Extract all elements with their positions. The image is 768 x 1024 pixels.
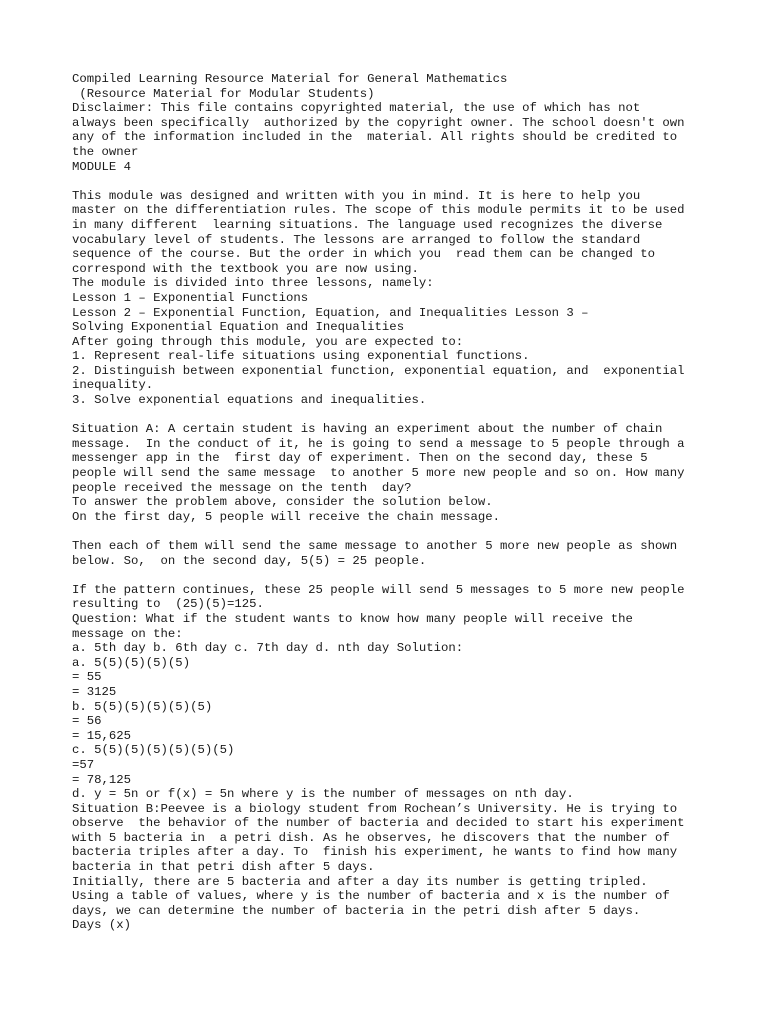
document-line: On the first day, 5 people will receive the chain message. [72, 509, 501, 524]
document-line: Compiled Learning Resource Material for General Mathematics [72, 72, 508, 86]
document-line: Situation B:Peevee is a biology student from Rochean’s University. He is trying to [72, 801, 678, 816]
document-line: sequence of the course. But the order in which you read them can be changed to [72, 247, 655, 262]
document-line: messenger app in the first day of experiment. Then on the second day, these 5 [72, 451, 648, 466]
document-line: Lesson 1 – Exponential Functions [72, 290, 309, 305]
document-line: If the pattern continues, these 25 people will send 5 messages to 5 more new people [72, 582, 685, 597]
document-line: vocabulary level of students. The lessons are arranged to follow the standard [72, 232, 641, 247]
document-line: with 5 bacteria in a petri dish. As he observes, he discovers that the number of [72, 830, 670, 845]
document-line: resulting to (25)(5)=125. [72, 597, 264, 612]
document-line: 2. Distinguish between exponential function, exponential equation, and exponential [72, 363, 685, 378]
document-line: Question: What if the student wants to know how many people will receive the [72, 611, 633, 626]
document-line: any of the information included in the material. All rights should be credited to [72, 130, 678, 145]
document-line [72, 408, 712, 423]
document-line: = 15,625 [72, 728, 132, 743]
document-line: c. 5(5)(5)(5)(5)(5)(5) [72, 743, 235, 758]
document-line: = 3125 [72, 684, 117, 699]
document-line: days, we can determine the number of bacteria in the petri dish after 5 days. [72, 903, 641, 918]
document-line: the owner [72, 144, 139, 159]
document-line: Initially, there are 5 bacteria and after a day its number is getting tripled. [72, 874, 648, 889]
document-text [72, 72, 712, 933]
document-line: bacteria in that petri dish after 5 days. [72, 860, 375, 875]
document-line: people will send the same message to another 5 more new people and so on. How many [72, 466, 685, 481]
document-line: = 56 [72, 714, 102, 729]
document-line: bacteria triples after a day. To finish his experiment, he wants to find how many [72, 845, 678, 860]
document-line: Disclaimer: This file contains copyrighted material, the use of which has not [72, 101, 641, 116]
document-line: Situation A: A certain student is having an experiment about the number of chain [72, 422, 663, 437]
document-line: To answer the problem above, consider the solution below. [72, 495, 493, 510]
document-line: observe the behavior of the number of bacteria and decided to start his experiment [72, 816, 685, 831]
document-line: 1. Represent real-life situations using exponential functions. [72, 349, 530, 364]
document-line: = 55 [72, 670, 102, 685]
document-line: a. 5(5)(5)(5)(5) [72, 655, 191, 670]
document-line: always been specifically authorized by the copyright owner. The school doesn't own [72, 115, 685, 130]
document-line: Days (x) [72, 918, 132, 933]
document-line: d. y = 5n or f(x) = 5n where y is the number of messages on nth day. [72, 787, 574, 802]
document-line: Using a table of values, where y is the number of bacteria and x is the number of [72, 889, 670, 904]
document-line: message on the: [72, 626, 183, 641]
document-line: correspond with the textbook you are now using. [72, 261, 419, 276]
document-line: in many different learning situations. The language used recognizes the diverse [72, 217, 663, 232]
document-line [72, 524, 712, 539]
document-line: This module was designed and written with you in mind. It is here to help you [72, 188, 641, 203]
document-line: master on the differentiation rules. The scope of this module permits it to be used [72, 203, 685, 218]
document-line [72, 568, 712, 583]
document-line: MODULE 4 [72, 159, 132, 174]
document-line: After going through this module, you are expected to: [72, 334, 464, 349]
document-line: (Resource Material for Modular Students) [72, 86, 375, 101]
document-line: a. 5th day b. 6th day c. 7th day d. nth day Solution: [72, 641, 464, 656]
document-line [72, 174, 712, 189]
document-line: =57 [72, 757, 95, 772]
document-line: Solving Exponential Equation and Inequalities [72, 320, 405, 335]
document-line: message. In the conduct of it, he is going to send a message to 5 people through a [72, 436, 685, 451]
document-line: Lesson 2 – Exponential Function, Equation, and Inequalities Lesson 3 – [72, 305, 589, 320]
document-line: = 78,125 [72, 772, 132, 787]
document-line: b. 5(5)(5)(5)(5)(5) [72, 699, 213, 714]
document-line: 3. Solve exponential equations and inequalities. [72, 393, 427, 408]
document-line: The module is divided into three lessons, namely: [72, 276, 434, 291]
document-line: people received the message on the tenth day? [72, 480, 412, 495]
document-line: inequality. [72, 378, 154, 393]
document-line: Then each of them will send the same message to another 5 more new people as shown [72, 539, 678, 553]
document-line: below. So, on the second day, 5(5) = 25 people. [72, 553, 427, 568]
